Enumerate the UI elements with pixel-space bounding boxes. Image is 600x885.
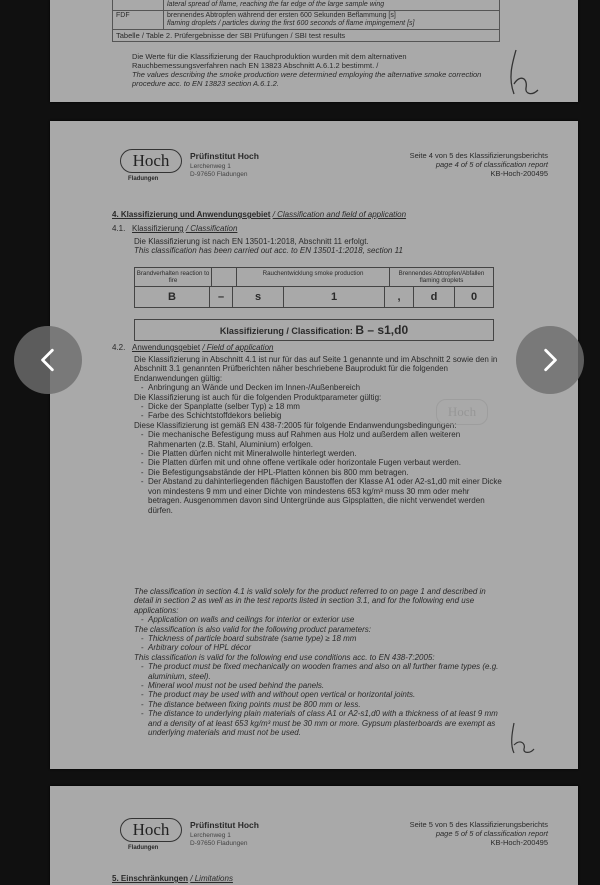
field-of-application-de: Die Klassifizierung in Abschnitt 4.1 ist nur für das auf Seite 1 genannte und im Abschnitt 2 sowie den in Abschnitt 3.1 genannten Prüfberichten näher beschriebene Bauprodukt für die folgenden Endanwendungen gültig: - Anbringung an Wände und Decken im Innen-/Außenbereich Die Klassifizierung ist auch für die folgenden Produktparameter gültig: - Dicke der Spanplatte (selber Typ) ≥ 18 mm - Farbe des Schichtstoffdekors beliebig Diese Klassifizierung ist gemäß EN 438-7:2005 für folgende Endanwendungsbedingungen: - Die mechanische Befestigung muss auf Rahmen aus Holz und außerdem allen weiteren Rahmenarten (z.B. Stahl, Aluminium) erfolgen. - Die Platten dürfen nicht mit Mineralwolle hinterlegt werden. - Die Platten dürfen mit und ohne offene vertikale oder horizontale Fugen verbaut werden. - Die Befestigungsabstände der HPL-Platten können bis 800 mm betragen. - Der Abstand zu dahinterliegenden flächigen Baustoffen der Klasse A1 oder A2-s1,d0 mit einer Dicke von mindestens 9 mm und einer Dichte von mindestens 653 kg/m³ muss 30 mm oder mehr betragen. Ausgenommen davon sind Untergründe aus Gipsplatten, die nicht verwendet werden dürfen.: [134, 355, 504, 515]
list-item: - The product may be used with and without open vertical or horizontal joints.: [148, 690, 504, 699]
field-of-application-en: The classification in section 4.1 is valid solely for the product referred to on page 1 and described in detail in section 2 as well as in the test reports listed in section 3.1, and for the following end use applications: - Application on walls and ceilings for interior or exterior use The classification is also valid for the following product parameters: - Thickness of particle board substrate (same type) ≥ 18 mm - Arbitrary colour of HPL décor This classification is valid for the following end use conditions acc. to EN 438-7:2005: - The product must be fixed mechanically on wooden frames and also on all further frame types (e.g. aluminium, steel). - Mineral wool must not be used behind the panels. - The product may be used with and without open vertical or horizontal joints. - The distance between fixing points must be 800 mm or less. - The distance to underlying plain materials of class A1 or A2-s1,d0 with a thickness of at least 9 mm and a density of at least 653 kg/m³ must be 30 mm or more. Gypsum plasterboards are exempt as underlying materials and must not be used.: [134, 587, 504, 738]
chevron-left-icon: [35, 347, 61, 373]
table-header: Brandverhalten reaction to fire Rauchentwicklung smoke production Brennendes Abtropfen/Abfallen flaming droplets: [136, 270, 485, 284]
section-4-1-title: 4.1. Klassifizierung / Classification: [112, 224, 238, 233]
list-en-2: [134, 634, 504, 653]
institute-name: Prüfinstitut Hoch: [190, 151, 259, 161]
table-cell: brennendes Abtropfen während der ersten 600 Sekunden Beflammung [s] flaming droplets / particles during the first 600 seconds of flame impingement [s]: [167, 12, 415, 27]
list-de-3: [134, 430, 504, 515]
hoch-logo: Hoch: [120, 149, 182, 173]
institute-name: Prüfinstitut Hoch: [190, 820, 259, 830]
list-en-3: [134, 662, 504, 737]
list-item: - Dicke der Spanplatte (selber Typ) ≥ 18 mm: [148, 402, 504, 411]
next-page-button[interactable]: [516, 326, 584, 394]
previous-page-button[interactable]: [14, 326, 82, 394]
table-row: [113, 0, 499, 11]
section-4-1-text: Die Klassifizierung ist nach EN 13501-1:2018, Abschnitt 11 erfolgt. This classification has been carried out acc. to EN 13501-1:2018, section 11: [134, 237, 403, 256]
signature-mark: [498, 44, 548, 100]
page-header: Hoch Fladungen Prüfinstitut Hoch Lerchenweg 1 D-97650 Fladungen Seite 4 von 5 des Klassifizierungsberichts page 4 of 5 of classification report KB-Hoch-200495: [120, 147, 520, 187]
list-item: - Application on walls and ceilings for interior or exterior use: [148, 615, 504, 624]
list-item: - Die Platten dürfen mit und ohne offene vertikale oder horizontale Fugen verbaut werden.: [148, 458, 504, 467]
hoch-stamp: Hoch: [436, 399, 488, 425]
report-page-5: [50, 786, 578, 885]
report-page-3: [50, 0, 578, 102]
list-item: - Arbitrary colour of HPL décor: [148, 643, 504, 652]
list-item: - Anbringung an Wände und Decken im Innen-/Außenbereich: [148, 383, 504, 392]
list-item: - Die mechanische Befestigung muss auf Rahmen aus Holz und außerdem allen weiteren Rahmenarten (z.B. Stahl, Aluminium) erfolgen.: [148, 430, 504, 449]
list-item: - Die Platten dürfen nicht mit Mineralwolle hinterlegt werden.: [148, 449, 504, 458]
list-item: - Thickness of particle board substrate (same type) ≥ 18 mm: [148, 634, 504, 643]
section-4-2-title: 4.2. Anwendungsgebiet / Field of application: [112, 343, 274, 352]
sbi-results-table: [112, 0, 500, 42]
list-item: - Die Befestigungsabstände der HPL-Platten können bis 800 mm betragen.: [148, 468, 504, 477]
section-5-title: 5. Einschränkungen / Limitations: [112, 874, 233, 883]
list-item: - The distance to underlying plain materials of class A1 or A2-s1,d0 with a thickness of at least 9 mm and a density of at least 653 kg/m³ must be 30 mm or more. Gypsum plasterboards are exempt as underlying materials and must not be used.: [148, 709, 504, 737]
table-row: [113, 11, 499, 30]
table-cell: lateral spread of flame, reaching the far edge of the large sample wing: [167, 1, 385, 8]
table-row: B – s 1 , d 0: [135, 286, 493, 307]
page-info: Seite 4 von 5 des Klassifizierungsberichts page 4 of 5 of classification report KB-Hoch-200495: [409, 151, 548, 178]
smoke-note: Die Werte für die Klassifizierung der Rauchproduktion wurden mit dem alternativen Rauchbemessungsverfahren nach EN 13823 Abschnitt A.6.1.2 bestimmt. / The values describing the smoke production were determined employing the alternative smoke correction procedure acc. to EN 13823 section A.6.1.2.: [132, 52, 482, 88]
list-item: - Der Abstand zu dahinterliegenden flächigen Baustoffen der Klasse A1 oder A2-s1,d0 mit einer Dicke von mindestens 9 mm und einer Dichte von mindestens 653 kg/m³ muss 30 mm oder mehr betragen. Ausgenommen davon sind Untergründe aus Gipsplatten, die nicht verwendet werden dürfen.: [148, 477, 504, 515]
list-item: - Mineral wool must not be used behind the panels.: [148, 681, 504, 690]
signature-mark: [502, 719, 542, 759]
table-caption: Tabelle / Table 2. Prüfergebnisse der SBI Prüfungen / SBI test results: [116, 31, 346, 40]
section-4-title: 4. Klassifizierung und Anwendungsgebiet / Classification and field of application: [112, 210, 407, 219]
report-page-4: [50, 121, 578, 769]
page-header: Hoch Fladungen Prüfinstitut Hoch Lerchenweg 1 D-97650 Fladungen Seite 5 von 5 des Klassifizierungsberichts page 5 of 5 of classification report KB-Hoch-200495: [120, 816, 520, 856]
institute-address: Lerchenweg 1 D-97650 Fladungen: [190, 163, 248, 178]
list-de-1: [134, 383, 504, 392]
classification-table: [134, 267, 494, 308]
list-item: - The distance between fixing points must be 800 mm or less.: [148, 700, 504, 709]
list-item: - Farbe des Schichtstoffdekors beliebig: [148, 411, 504, 420]
page-info: Seite 5 von 5 des Klassifizierungsberichts page 5 of 5 of classification report KB-Hoch-200495: [409, 820, 548, 847]
institute-address: Lerchenweg 1 D-97650 Fladungen: [190, 832, 248, 847]
hoch-logo: Hoch: [120, 818, 182, 842]
list-item: - The product must be fixed mechanically on wooden frames and also on all further frame types (e.g. aluminium, steel).: [148, 662, 504, 681]
table-cell: FDF: [113, 11, 164, 29]
list-en-1: [134, 615, 504, 624]
classification-result: Klassifizierung / Classification: B – s1,d0: [134, 319, 494, 341]
chevron-right-icon: [537, 347, 563, 373]
